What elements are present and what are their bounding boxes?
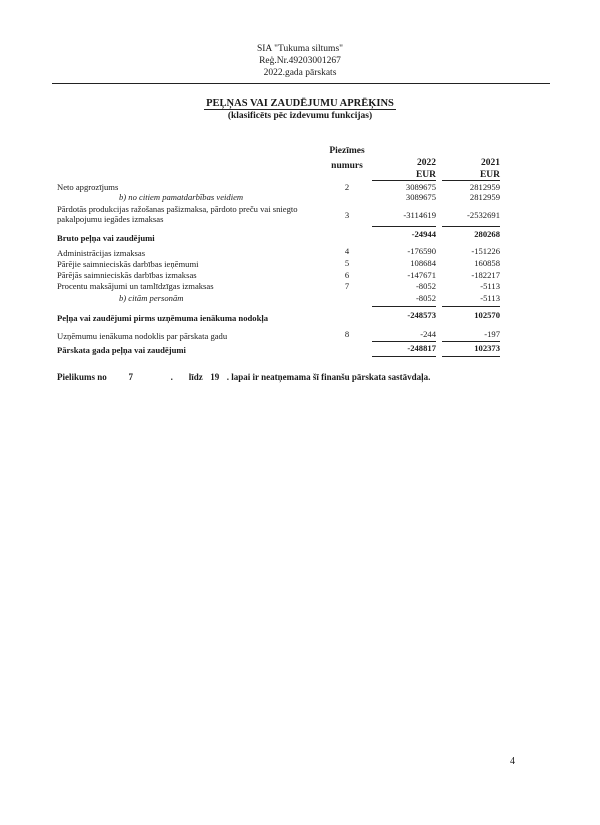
double-rule-2021 (442, 356, 500, 357)
appendix-from-page: 7 (128, 372, 134, 382)
header-divider (52, 83, 550, 84)
row-2021-other-activities: 2812959 (469, 192, 500, 202)
row-2022-net-turnover: 3089675 (405, 182, 436, 192)
row-2021-other-income: 160858 (474, 258, 500, 268)
column-rule-2021 (442, 180, 500, 181)
row-2022-income-tax: -244 (420, 329, 436, 339)
row-label-other-activities: b) no citiem pamatdarbības veidiem (119, 192, 244, 202)
row-label-cost-of-sales: Pārdotās produkcijas ražošanas pašizmaksa, pārdoto preču vai sniegto pakalpojumu iegādes izmaksas (57, 204, 298, 224)
row-2021-interest-expenses: -5113 (480, 281, 500, 291)
registration-number: Reģ.Nr.49203001267 (259, 56, 341, 66)
row-2022-other-expenses: -147671 (407, 270, 436, 280)
row-label-interest-expenses: Procentu maksājumi un tamlīdzīgas izmaksas (57, 281, 214, 291)
page-number: 4 (510, 756, 515, 767)
report-year: 2022.gada pārskats (263, 68, 337, 78)
row-note-interest-expenses: 7 (344, 281, 350, 291)
row-2021-other-persons: -5113 (480, 293, 500, 303)
row-2022-other-income: 108684 (410, 258, 436, 268)
row-label-income-tax: Uzņēmumu ienākuma nodoklis par pārskata gadu (57, 331, 228, 341)
row-2022-gross-profit: -24944 (411, 229, 436, 239)
page-subtitle: (klasificēts pēc izdevumu funkcijas) (227, 111, 373, 121)
row-2021-cost-of-sales: -2532691 (467, 210, 500, 220)
appendix-note (57, 372, 430, 382)
row-note-income-tax: 8 (344, 329, 350, 339)
final-rule-2021 (442, 341, 500, 342)
pretax-rule-2022 (372, 306, 436, 307)
row-2022-profit-before-tax: -248573 (407, 310, 436, 320)
row-2021-income-tax: -197 (484, 329, 500, 339)
final-rule-2022 (372, 341, 436, 342)
row-note-other-income: 5 (344, 258, 350, 268)
appendix-suffix: . lapai ir neatņemama šī finanšu pārskata sastāvdaļa. (226, 372, 431, 382)
notes-header-line2: numurs (331, 161, 363, 171)
row-label-profit-before-tax: Peļņa vai zaudējumi pirms uzņēmuma ienākuma nodokļa (57, 313, 269, 323)
appendix-middle: līdz (188, 372, 203, 382)
row-label-other-income: Pārējie saimnieciskās darbības ieņēmumi (57, 259, 199, 269)
company-name: SIA "Tukuma siltums" (256, 44, 344, 54)
year-2022-header: 2022 (417, 158, 436, 168)
appendix-separator: . (170, 372, 173, 382)
row-2021-profit-before-tax: 102570 (474, 310, 500, 320)
row-label-other-persons: b) citām personām (119, 293, 184, 303)
currency-2021-header: EUR (479, 170, 500, 180)
double-rule-2022 (372, 356, 436, 357)
row-2022-other-persons: -8052 (415, 293, 436, 303)
pretax-rule-2021 (442, 306, 500, 307)
row-2022-other-activities: 3089675 (405, 192, 436, 202)
row-label-admin-expenses: Administrācijas izmaksas (57, 248, 146, 258)
row-2021-other-expenses: -182217 (471, 270, 500, 280)
row-2022-net-profit: -248817 (407, 343, 436, 353)
row-note-net-turnover: 2 (344, 182, 350, 192)
notes-header-line1: Piezīmes (329, 146, 365, 156)
row-2022-cost-of-sales: -3114619 (403, 210, 436, 220)
subtotal-rule-2022 (372, 226, 436, 227)
currency-2022-header: EUR (415, 170, 436, 180)
row-2021-gross-profit: 280268 (474, 229, 500, 239)
page-title (0, 98, 600, 109)
row-label-net-profit: Pārskata gada peļņa vai zaudējumi (57, 345, 186, 355)
row-2021-admin-expenses: -151226 (471, 246, 500, 256)
row-label-net-turnover: Neto apgrozījums (57, 182, 119, 192)
row-label-other-expenses: Pārējās saimnieciskās darbības izmaksas (57, 270, 197, 280)
appendix-to-page: 19 (210, 372, 220, 382)
row-note-admin-expenses: 4 (344, 246, 350, 256)
row-label-gross-profit: Bruto peļņa vai zaudējumi (57, 233, 155, 243)
row-2022-admin-expenses: -176590 (407, 246, 436, 256)
row-note-other-expenses: 6 (344, 270, 350, 280)
row-note-cost-of-sales: 3 (344, 210, 350, 220)
row-2021-net-turnover: 2812959 (469, 182, 500, 192)
year-2021-header: 2021 (481, 158, 500, 168)
row-2021-net-profit: 102373 (474, 343, 500, 353)
appendix-prefix: Pielikums no (57, 372, 107, 382)
notes-column-header (322, 145, 372, 172)
subtotal-rule-2021 (442, 226, 500, 227)
page-title-text: PEĻŅAS VAI ZAUDĒJUMU APRĒĶINS (206, 98, 394, 109)
column-rule-2022 (372, 180, 436, 181)
row-2022-interest-expenses: -8052 (415, 281, 436, 291)
